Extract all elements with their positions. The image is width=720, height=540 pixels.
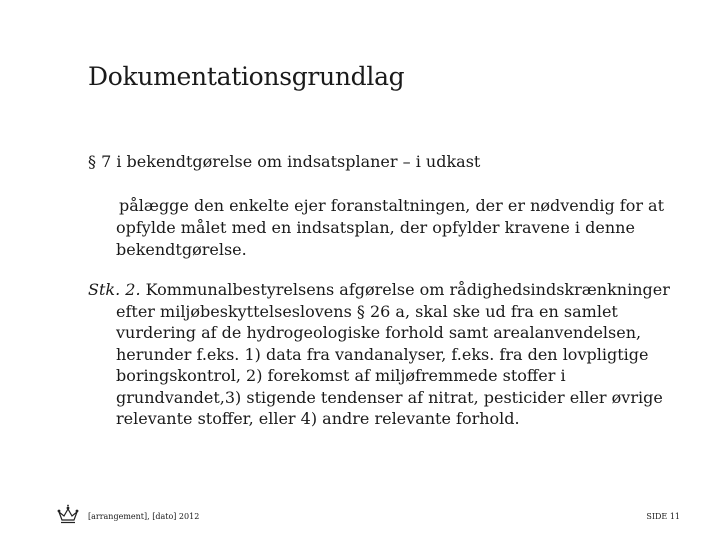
page-number: SIDE 11: [646, 512, 680, 521]
crown-icon: [56, 504, 80, 526]
paragraph-2-text: Kommunalbestyrelsens afgørelse om rådighedsindskrænkninger efter miljøbeskyttelseslovens § 26 a, skal ske ud fra en samlet vurdering af de hydrogeologiske forhold samt arealanvendelsen, herunder f.eks. 1) data fra vandanalyser, f.eks. fra den lovpligtige boringskontrol, 2) forekomst af miljøfremmede stoffer i grundvandet,3) stigende tendenser af nitrat, pesticider eller øvrige relevante stoffer, eller 4) andre relevante forhold.: [116, 280, 670, 428]
stk-label: Stk. 2.: [88, 280, 141, 299]
paragraph-1: pålægge den enkelte ejer foranstaltningen, der er nødvendig for at opfylde målet med en indsatsplan, der opfylder kravene i denne bekendtgørelse.: [116, 196, 665, 259]
slide-footer: [56, 504, 680, 526]
footer-text: [arrangement], [dato] 2012: [88, 512, 200, 521]
paragraph-2: [88, 279, 691, 430]
slide-title: Dokumentationsgrundlag: [88, 62, 405, 91]
section-subheading: § 7 i bekendtgørelse om indsatsplaner – i udkast: [88, 152, 481, 171]
